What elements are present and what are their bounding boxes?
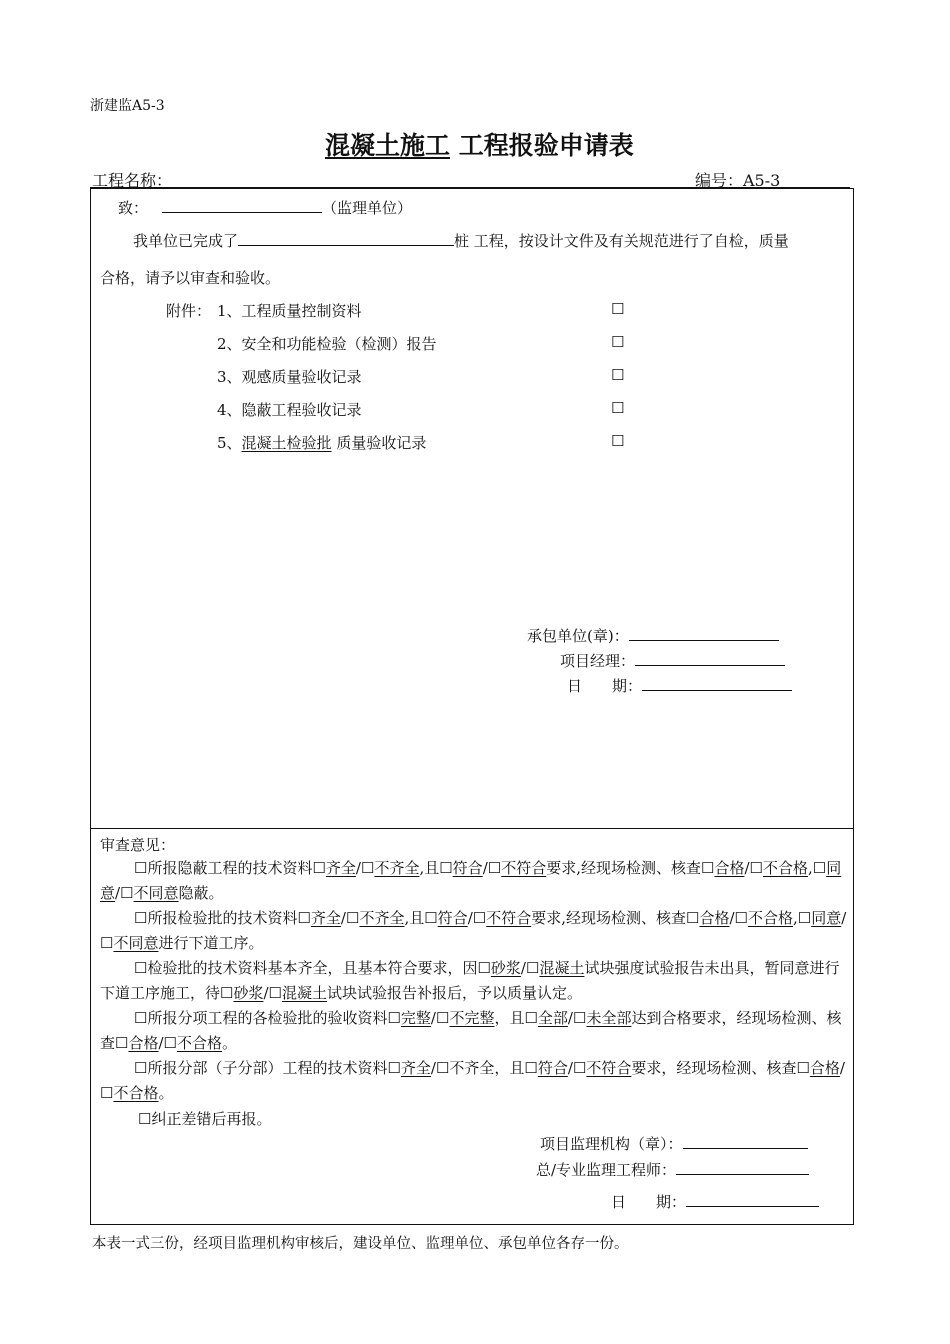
contractor-date-field[interactable] <box>642 674 792 691</box>
to-label: 致： <box>118 199 149 217</box>
form-code: 浙建监A5-3 <box>90 98 165 114</box>
attachment-text: 安全和功能检验（检测）报告 <box>241 335 437 353</box>
review-heading: 审查意见： <box>100 836 176 854</box>
review-date-field[interactable] <box>686 1190 819 1207</box>
engineer-row <box>536 1158 809 1180</box>
attachment-item <box>217 432 426 453</box>
review-paragraph-2: ☐所报检验批的技术资料☐齐全/☐不齐全,且☐符合/☐不符合要求,经现场检测、核查☐合格/☐不合格,☐同意/☐不同意进行下道工序。 <box>100 909 847 952</box>
intro-line-2: 合格，请予以审查和验收。 <box>100 269 281 287</box>
attachment-item <box>217 300 362 321</box>
supervision-org-label: 项目监理机构（章）： <box>540 1135 683 1153</box>
contractor-date-row <box>567 674 792 696</box>
review-paragraph-6: ☐纠正差错后再报。 <box>138 1110 272 1128</box>
intro-line-1 <box>133 229 789 251</box>
attachment-item <box>217 399 362 420</box>
title-form-name: 工程报验申请表 <box>458 131 634 160</box>
attachment-item <box>217 366 362 387</box>
review-date-label: 日 期： <box>611 1193 687 1211</box>
review-date-row <box>611 1190 819 1212</box>
to-suffix: （监理单位） <box>322 199 413 217</box>
attachment-num: 3、 <box>217 368 242 386</box>
attachment-checkbox[interactable]: ☐ <box>611 300 625 318</box>
review-paragraph-1: ☐所报隐蔽工程的技术资料☐齐全/☐不齐全,且☐符合/☐不符合要求,经现场检测、核查☐合格/☐不合格,☐同意/☐不同意隐蔽。 <box>100 859 842 902</box>
to-line <box>118 196 412 218</box>
attachment-num: 1、 <box>217 302 242 320</box>
attachment-num: 2、 <box>217 335 242 353</box>
intro-text-1: 我单位已完成了 <box>133 232 239 250</box>
supervision-org-field[interactable] <box>683 1132 808 1149</box>
review-paragraph-5: ☐所报分部（子分部）工程的技术资料☐齐全/☐不齐全，且☐符合/☐不符合要求，经现场检测、核查☐合格/☐不合格。 <box>100 1059 845 1102</box>
contractor-unit-field[interactable] <box>629 624 779 641</box>
footer-note: 本表一式三份，经项目监理机构审核后，建设单位、监理单位、承包单位各存一份。 <box>92 1236 629 1252</box>
attachments-label: 附件： <box>166 302 212 320</box>
attachment-checkbox[interactable]: ☐ <box>611 366 625 384</box>
attachment-item <box>217 333 437 354</box>
contractor-unit-row <box>527 624 779 646</box>
attachment-num: 5、 <box>217 434 242 452</box>
supervision-org-row <box>540 1132 808 1154</box>
engineer-field[interactable] <box>676 1158 809 1175</box>
review-paragraph-4: ☐所报分项工程的各检验批的验收资料☐完整/☐不完整，且☐全部/☐未全部达到合格要求，经现场检测、核查☐合格/☐不合格。 <box>100 1009 842 1052</box>
attachment-checkbox[interactable]: ☐ <box>611 399 625 417</box>
supervisor-unit-field[interactable] <box>162 196 322 213</box>
page-title <box>325 126 634 162</box>
attachment-text: 观感质量验收记录 <box>241 368 362 386</box>
review-paragraph-3: ☐检验批的技术资料基本齐全，且基本符合要求，因☐砂浆/☐混凝土试块强度试验报告未出具，暂同意进行下道工序施工，待☐砂浆/☐混凝土试块试验报告补报后，予以质量认定。 <box>100 959 840 1002</box>
section-divider <box>90 828 854 829</box>
attachment-underlined: 混凝土检验批 <box>241 434 332 452</box>
attachment-checkbox[interactable]: ☐ <box>611 432 625 450</box>
attachment-checkbox[interactable]: ☐ <box>611 333 625 351</box>
form-number: 编号：A5-3 <box>695 171 781 190</box>
completed-work-field[interactable] <box>238 229 454 246</box>
intro-text-2: 桩 工程，按设计文件及有关规范进行了自检，质量 <box>454 232 789 250</box>
contractor-date-label: 日 期： <box>567 677 643 695</box>
contractor-unit-label: 承包单位(章)： <box>527 627 629 645</box>
attachment-text: 质量验收记录 <box>331 434 427 452</box>
manager-row <box>560 649 785 671</box>
attachment-num: 4、 <box>217 401 242 419</box>
manager-label: 项目经理： <box>560 652 636 670</box>
title-project-type: 混凝土施工 <box>325 131 451 160</box>
attachment-text: 工程质量控制资料 <box>241 302 362 320</box>
engineer-label: 总/专业监理工程师： <box>536 1161 677 1179</box>
manager-field[interactable] <box>635 649 785 666</box>
project-name-label: 工程名称： <box>92 171 173 190</box>
attachment-text: 隐蔽工程验收记录 <box>241 401 362 419</box>
